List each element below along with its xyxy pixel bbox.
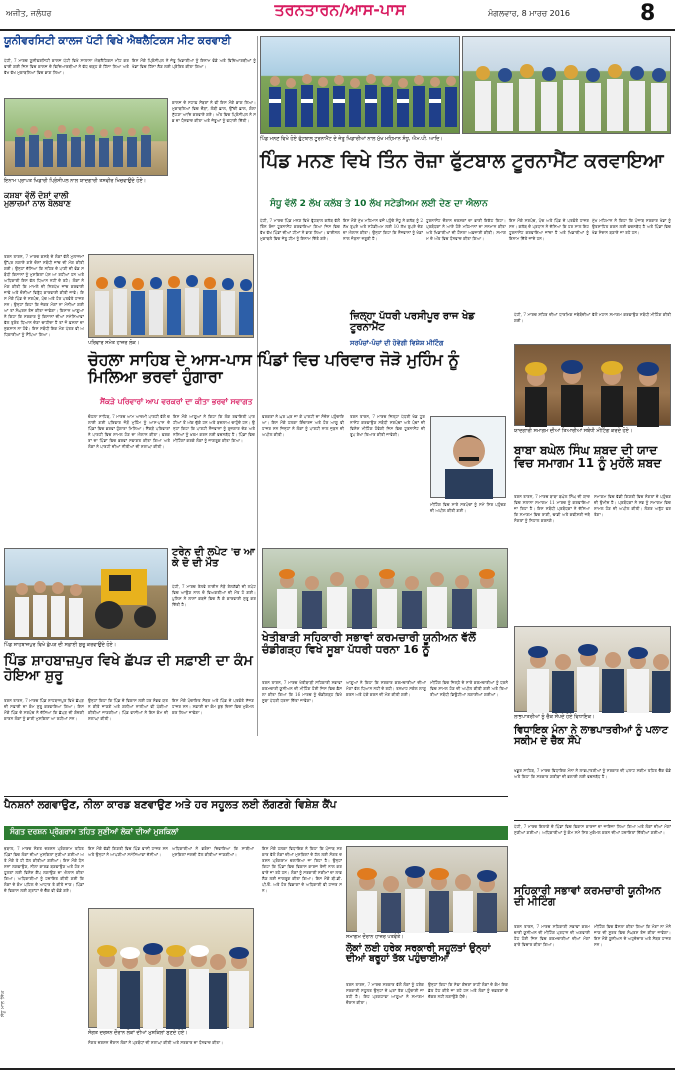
body-lok-1: ਤਰਨ ਤਾਰਨ, 7 ਮਾਰਚ ਸਰਕਾਰ ਵੱਲੋਂ ਲੋਕਾਂ ਨੂੰ ਹਰੇਕ ਸਰਕਾਰੀ ਸਹੂਲਤ ਉਨ੍ਹਾਂ ਦੇ ਘਰਾਂ ਤੱਕ ਪਹੁੰਚਾਈ ਜਾ ਰਹੀ ਹੈ। ਇਹ ਪ੍ਰਗਟਾਵਾ ਆਗੂਆਂ ਨੇ ਸਮਾਗਮ ਦੌਰਾਨ ਕੀਤਾ। <box>346 982 424 1005</box>
section-title: ਤਰਨਤਾਰਨ/ਆਸ-ਪਾਸ <box>274 0 406 19</box>
meeting-figures <box>263 549 509 629</box>
headline-sahkari: ਸਹਿਕਾਰੀ ਸਭਾਵਾਂ ਕਰਮਚਾਰੀ ਯੂਨੀਅਨ ਦੀ ਮੀਟਿੰਗ <box>514 885 661 909</box>
masthead-rule <box>0 29 675 31</box>
body-canal: ਤਰਨ ਤਾਰਨ, 7 ਮਾਰਚ ਕਸਬੇ ਦੇ ਲੋਕਾਂ ਵੱਲੋਂ ਮੁਲਾਜ਼ਮਾਂ ਉੱਪਰ ਲਗਾਏ ਗਏ ਦੋਸ਼ਾਂ ਸਬੰਧੀ ਜਾਂਚ ਦੀ ਮੰਗ ਕੀਤੀ ਗਈ। ਉਨ੍ਹਾਂ ਦੱਸਿਆ ਕਿ ਨਹਿਰ ਦੇ ਪਾਣੀ ਦੀ ਵੰਡ ਸਬੰਧੀ ਕਿਸਾਨਾਂ ਨੂੰ ਮੁਸ਼ਕਿਲਾਂ ਪੇਸ਼ ਆ ਰਹੀਆਂ ਹਨ ਅਤੇ ਅਧਿਕਾਰੀ ਇਸ ਵੱਲ ਧਿਆਨ ਨਹੀਂ ਦੇ ਰਹੇ। ਲੋਕਾਂ ਨੇ ਮੰਗ ਕੀਤੀ ਕਿ ਮਾਮਲੇ ਦੀ ਨਿਰਪੱਖ ਜਾਂਚ ਕਰਵਾਈ ਜਾਵੇ ਅਤੇ ਦੋਸ਼ੀਆਂ ਵਿਰੁੱਧ ਕਾਰਵਾਈ ਕੀਤੀ ਜਾਵੇ। ਇਸ ਮੌਕੇ ਪਿੰਡ ਦੇ ਸਰਪੰਚ, ਪੰਚ ਅਤੇ ਹੋਰ ਪਤਵੰਤੇ ਹਾਜ਼ਰ ਸਨ। ਉਨ੍ਹਾਂ ਕਿਹਾ ਕਿ ਜੇਕਰ ਮੰਗਾਂ ਨਾ ਮੰਨੀਆਂ ਗਈਆਂ ਤਾਂ ਸੰਘਰਸ਼ ਤੇਜ਼ ਕੀਤਾ ਜਾਵੇਗਾ। ਕਿਸਾਨ ਆਗੂਆਂ ਨੇ ਕਿਹਾ ਕਿ ਸਰਕਾਰ ਨੂੰ ਕਿਸਾਨਾਂ ਦੀਆਂ ਸਮੱਸਿਆਵਾਂ ਵੱਲ ਤੁਰੰਤ ਧਿਆਨ ਦੇਣਾ ਚਾਹੀਦਾ ਹੈ ਤਾਂ ਜੋ ਫ਼ਸਲਾਂ ਦਾ ਨੁਕਸਾਨ ਨਾ ਹੋਵੇ। ਇਸ ਸਬੰਧੀ ਇਕ ਮੰਗ ਪੱਤਰ ਵੀ ਅਧਿਕਾਰੀਆਂ ਨੂੰ ਸੌਂਪਿਆ ਗਿਆ। <box>4 254 84 337</box>
body-football-1: ਪੱਟੀ, 7 ਮਾਰਚ ਪਿੰਡ ਮਨਣ ਵਿਖੇ ਫੁੱਟਬਾਲ ਕਲੱਬ ਵੱਲੋਂ ਤਿੰਨ ਰੋਜ਼ਾ ਟੂਰਨਾਮੈਂਟ ਕਰਵਾਇਆ ਗਿਆ ਜਿਸ ਵਿਚ ਵੱਖ ਵੱਖ ਪਿੰਡਾਂ ਦੀਆਂ ਟੀਮਾਂ ਨੇ ਭਾਗ ਲਿਆ। ਫਾਈਨਲ ਮੁਕਾਬਲੇ ਵਿਚ ਜੇਤੂ ਟੀਮ ਨੂੰ ਇਨਾਮ ਦਿੱਤੇ ਗਏ। <box>260 218 340 241</box>
subheadline-football: ਸੰਧੂ ਵੱਲੋਂ 2 ਲੱਖ ਕਲੱਬ ਤੇ 10 ਲੱਖ ਸਟੇਡੀਅਮ ਲਈ ਦੇਣ ਦਾ ਐਲਾਨ <box>270 199 488 209</box>
body-right-mid: ਪੱਟੀ, 7 ਮਾਰਚ ਇਲਾਕੇ ਦੇ ਪਿੰਡਾਂ ਵਿਚ ਵਿਕਾਸ ਕਾਰਜਾਂ ਦਾ ਜਾਇਜ਼ਾ ਲਿਆ ਗਿਆ ਅਤੇ ਲੋਕਾਂ ਦੀਆਂ ਮੰਗਾਂ ਸੁਣੀਆਂ ਗਈਆਂ। ਅਧਿਕਾਰੀਆਂ ਨੂੰ ਕੰਮ ਸਮੇਂ ਸਿਰ ਮੁਕੰਮਲ ਕਰਨ ਦੀਆਂ ਹਦਾਇਤਾਂ ਦਿੱਤੀਆਂ ਗਈਆਂ। <box>514 824 671 835</box>
side-note: ਸੰਧੂ ਮਾਨ ਸਿੰਘ <box>0 990 6 1017</box>
headline-zila: ਜ਼ਿਲ੍ਹਾ ਪੱਧਰੀ ਪਰਸੀਪੂਰ ਰਾਜ ਖੇਡ ਟੂਰਨਾਮੈਂਟ <box>350 311 475 333</box>
body-right-top: ਪੱਟੀ, 7 ਮਾਰਚ ਸ਼ਹਿਰ ਦੀਆਂ ਧਾਰਮਿਕ ਜਥੇਬੰਦੀਆਂ ਵੱਲੋਂ ਮਹਾਨ ਸਮਾਗਮ ਕਰਵਾਉਣ ਸਬੰਧੀ ਮੀਟਿੰਗ ਕੀਤੀ ਗਈ। <box>514 312 671 323</box>
page-number: 8 <box>640 1 656 26</box>
vidhayak-photo <box>514 626 671 712</box>
body-pension-2: ਇਸ ਮੌਕੇ ਵੱਡੀ ਗਿਣਤੀ ਵਿਚ ਪਿੰਡ ਵਾਸੀ ਹਾਜ਼ਰ ਸਨ ਅਤੇ ਉਨ੍ਹਾਂ ਨੇ ਆਪਣੀਆਂ ਸਮੱਸਿਆਵਾਂ ਦੱਸੀਆਂ। <box>88 846 168 857</box>
body-pension-4: ਸੰਗਤ ਦਰਸ਼ਨ ਦੌਰਾਨ ਲੋਕਾਂ ਨੇ ਪ੍ਰਬੰਧਾਂ ਦੀ ਸ਼ਲਾਘਾ ਕੀਤੀ ਅਤੇ ਸਰਕਾਰ ਦਾ ਧੰਨਵਾਦ ਕੀਤਾ। <box>88 1040 224 1045</box>
prize-crowd-figures <box>463 37 672 135</box>
body-zila: ਤਰਨ ਤਾਰਨ, 7 ਮਾਰਚ ਜ਼ਿਲ੍ਹਾ ਪੱਧਰੀ ਖੇਡ ਟੂਰਨਾਮੈਂਟ ਕਰਵਾਉਣ ਸਬੰਧੀ ਸਰਪੰਚਾਂ ਅਤੇ ਪੰਚਾਂ ਦੀ ਵਿਸ਼ੇਸ਼ ਮੀਟਿੰਗ ਹੋਵੇਗੀ ਜਿਸ ਵਿਚ ਟੂਰਨਾਮੈਂਟ ਦੀ ਰੂਪ ਰੇਖਾ ਤਿਆਰ ਕੀਤੀ ਜਾਵੇਗੀ। <box>350 414 425 437</box>
university-photo <box>4 98 168 176</box>
subheadline-chola: ਸੈਂਕੜੇ ਪਰਿਵਾਰਾਂ ਆਪ ਵਰਕਰਾਂ ਦਾ ਕੀਤਾ ਭਰਵਾਂ ਸਵਾਗਤ <box>100 397 253 406</box>
body-dharna-3: ਮੀਟਿੰਗ ਵਿਚ ਜ਼ਿਲ੍ਹੇ ਦੇ ਸਾਰੇ ਕਰਮਚਾਰੀਆਂ ਨੂੰ ਧਰਨੇ ਵਿਚ ਸ਼ਾਮਲ ਹੋਣ ਦੀ ਅਪੀਲ ਕੀਤੀ ਗਈ ਅਤੇ ਤਿਆਰੀਆਂ ਸਬੰਧੀ ਡਿਊਟੀਆਂ ਲਗਾਈਆਂ ਗਈਆਂ। <box>430 680 508 697</box>
caption-baba: ਯਾਦਗਾਰੀ ਸਮਾਗਮ ਦੀਆਂ ਤਿਆਰੀਆਂ ਸਬੰਧੀ ਮੀਟਿੰਗ ਕਰਦੇ ਹੋਏ। <box>514 428 633 434</box>
meeting-photo <box>262 548 508 628</box>
masthead-left: ਅਜੀਤ, ਜਲੰਧਰ <box>6 9 52 18</box>
crowd-photo <box>88 254 254 338</box>
vidhayak-figures <box>515 627 672 713</box>
body-vidhayak: ਖਡੂਰ ਸਾਹਿਬ, 7 ਮਾਰਚ ਵਿਧਾਇਕ ਮੰਨਾ ਨੇ ਲਾਭਪਾਤਰੀਆਂ ਨੂੰ ਸਰਕਾਰ ਦੀ ਪਲਾਟ ਸਕੀਮ ਤਹਿਤ ਚੈੱਕ ਵੰਡੇ ਅਤੇ ਕਿਹਾ ਕਿ ਸਰਕਾਰ ਗ਼ਰੀਬਾਂ ਦੀ ਭਲਾਈ ਲਈ ਵਚਨਬੱਧ ਹੈ। <box>514 768 671 779</box>
tractor-photo <box>4 548 168 640</box>
body-dharna-1: ਤਰਨ ਤਾਰਨ, 7 ਮਾਰਚ ਖੇਤੀਬਾੜੀ ਸਹਿਕਾਰੀ ਸਭਾਵਾਂ ਕਰਮਚਾਰੀ ਯੂਨੀਅਨ ਦੀ ਮੀਟਿੰਗ ਹੋਈ ਜਿਸ ਵਿਚ ਫ਼ੈਸਲਾ ਕੀਤਾ ਗਿਆ ਕਿ 16 ਮਾਰਚ ਨੂੰ ਚੰਡੀਗੜ੍ਹ ਵਿਖੇ ਸੂਬਾ ਪੱਧਰੀ ਧਰਨਾ ਦਿੱਤਾ ਜਾਵੇਗਾ। <box>262 680 342 703</box>
body-football-3: ਟੂਰਨਾਮੈਂਟ ਦੌਰਾਨ ਦਰਸ਼ਕਾਂ ਦਾ ਭਾਰੀ ਇਕੱਠ ਰਿਹਾ। ਪ੍ਰਬੰਧਕਾਂ ਨੇ ਆਏ ਹੋਏ ਮਹਿਮਾਨਾਂ ਦਾ ਸਨਮਾਨ ਕੀਤਾ ਅਤੇ ਖਿਡਾਰੀਆਂ ਦੀ ਹੌਸਲਾ ਅਫ਼ਜ਼ਾਈ ਕੀਤੀ। ਸਮਾਗਮ ਦੇ ਅੰਤ ਵਿਚ ਧੰਨਵਾਦ ਕੀਤਾ ਗਿਆ। <box>426 218 506 241</box>
body-tractor-1: ਤਰਨ ਤਾਰਨ, 7 ਮਾਰਚ ਪਿੰਡ ਸ਼ਾਹਬਾਜ਼ਪੁਰ ਵਿਖੇ ਛੱਪੜ ਦੀ ਸਫ਼ਾਈ ਦਾ ਕੰਮ ਸ਼ੁਰੂ ਕਰਵਾਇਆ ਗਿਆ। ਇਸ ਮੌਕੇ ਪਿੰਡ ਦੇ ਸਰਪੰਚ ਨੇ ਦੱਸਿਆ ਕਿ ਛੱਪੜ ਦੀ ਗੰਦਗੀ ਕਾਰਨ ਲੋਕਾਂ ਨੂੰ ਭਾਰੀ ਮੁਸ਼ਕਿਲਾਂ ਆ ਰਹੀਆਂ ਸਨ। <box>4 698 84 721</box>
headline-train: ਟਰੇਨ ਦੀ ਲਪੇਟ 'ਚ ਆ ਕੇ ਦੋ ਦੀ ਮੌਤ <box>172 547 255 569</box>
football-photo-1 <box>260 36 460 134</box>
body-train: ਪੱਟੀ, 7 ਮਾਰਚ ਰੇਲਵੇ ਲਾਈਨ ਨੇੜੇ ਰੇਲਗੱਡੀ ਦੀ ਲਪੇਟ ਵਿਚ ਆਉਣ ਨਾਲ ਦੋ ਵਿਅਕਤੀਆਂ ਦੀ ਮੌਤ ਹੋ ਗਈ। ਪੁਲਿਸ ਨੇ ਲਾਸ਼ਾਂ ਕਬਜ਼ੇ ਵਿਚ ਲੈ ਕੇ ਕਾਰਵਾਈ ਸ਼ੁਰੂ ਕਰ ਦਿੱਤੀ ਹੈ। <box>172 584 256 607</box>
headline-football: ਪਿੰਡ ਮਨਣ ਵਿਖੇ ਤਿੰਨ ਰੋਜ਼ਾ ਫੁੱਟਬਾਲ ਟੂਰਨਾਮੈਂਟ ਕਰਵਾਇਆ <box>260 150 664 172</box>
caption-tractor: ਪਿੰਡ ਸ਼ਾਹਬਾਜ਼ਪੁਰ ਵਿਖੇ ਛੱਪੜ ਦੀ ਸਫ਼ਾਈ ਸ਼ੁਰੂ ਕਰਵਾਉਂਦੇ ਹੋਏ। <box>4 642 117 648</box>
body-baba-2: ਸਮਾਗਮ ਵਿਚ ਵੱਡੀ ਗਿਣਤੀ ਵਿਚ ਸੰਗਤਾਂ ਦੇ ਪਹੁੰਚਣ ਦੀ ਉਮੀਦ ਹੈ। ਪ੍ਰਬੰਧਕਾਂ ਨੇ ਸਭ ਨੂੰ ਸਮਾਗਮ ਵਿਚ ਸ਼ਾਮਲ ਹੋਣ ਦੀ ਅਪੀਲ ਕੀਤੀ। ਲੰਗਰ ਅਤੁੱਟ ਵਰਤੇਗਾ। <box>594 494 671 517</box>
portrait-figure <box>431 417 507 499</box>
body-sahkari-1: ਤਰਨ ਤਾਰਨ, 7 ਮਾਰਚ ਸਹਿਕਾਰੀ ਸਭਾਵਾਂ ਕਰਮਚਾਰੀ ਯੂਨੀਅਨ ਦੀ ਮੀਟਿੰਗ ਪ੍ਰਧਾਨ ਦੀ ਅਗਵਾਈ ਹੇਠ ਹੋਈ ਜਿਸ ਵਿਚ ਕਰਮਚਾਰੀਆਂ ਦੀਆਂ ਮੰਗਾਂ ਬਾਰੇ ਵਿਚਾਰ ਕੀਤਾ ਗਿਆ। <box>514 924 590 947</box>
sangat-figures <box>89 909 255 1029</box>
sangat-photo <box>88 908 254 1028</box>
pension-band <box>4 826 508 840</box>
headline-vidhayak: ਵਿਧਾਇਕ ਮੰਨਾ ਨੇ ਲਾਭਪਾਤਰੀਆਂ ਨੂੰ ਪਲਾਟ ਸਕੀਮ ਦੇ ਚੈੱਕ ਸੌਂਪੇ <box>514 725 669 747</box>
masthead-date: ਮੰਗਲਵਾਰ, 8 ਮਾਰਚ 2016 <box>488 9 571 18</box>
caption-pension: ਸੰਗਤ ਦਰਸ਼ਨ ਦੌਰਾਨ ਲੋਕਾਂ ਦੀਆਂ ਮੁਸ਼ਕਿਲਾਂ ਸੁਣਦੇ ਹੋਏ। <box>88 1030 188 1036</box>
headline-pension: ਪੈਨਸ਼ਨਾਂ ਲਗਵਾਉਣ, ਨੀਲਾ ਕਾਰਡ ਬਣਵਾਉਣ ਅਤੇ ਹਰ ਸਹੂਲਤ ਲਈ ਲੱਗਣਗੇ ਵਿਸ਼ੇਸ਼ ਕੈਂਪ <box>4 799 337 811</box>
headline-chola: ਚੋਹਲਾ ਸਾਹਿਬ ਦੇ ਆਸ-ਪਾਸ ਪਿੰਡਾਂ ਵਿਚ ਪਰਿਵਾਰ ਜੋੜੋ ਮੁਹਿੰਮ ਨੂੰ ਮਿਲਿਆ ਭਰਵਾਂ ਹੁੰਗਾਰਾ <box>88 350 459 386</box>
masthead <box>0 0 675 30</box>
baba-photo <box>514 344 671 426</box>
body-sahkari-2: ਮੀਟਿੰਗ ਵਿਚ ਫ਼ੈਸਲਾ ਕੀਤਾ ਗਿਆ ਕਿ ਮੰਗਾਂ ਨਾ ਮੰਨੇ ਜਾਣ ਦੀ ਸੂਰਤ ਵਿਚ ਸੰਘਰਸ਼ ਤੇਜ਼ ਕੀਤਾ ਜਾਵੇਗਾ। ਇਸ ਮੌਕੇ ਯੂਨੀਅਨ ਦੇ ਅਹੁਦੇਦਾਰ ਅਤੇ ਮੈਂਬਰ ਹਾਜ਼ਰ ਸਨ। <box>594 924 671 947</box>
headline-tractor: ਪਿੰਡ ਸ਼ਾਹਬਾਜ਼ਪੁਰ ਵਿਖੇ ਛੱਪੜ ਦੀ ਸਫ਼ਾਈ ਦਾ ਕੰਮ ਹੋਇਆ ਸ਼ੁਰੂ <box>4 653 253 684</box>
caption-university: ਇਨਾਮ ਪ੍ਰਾਪਤ ਖਿਡਾਰੀ ਪ੍ਰਿੰਸੀਪਲ ਨਾਲ ਯਾਦਗਾਰੀ ਤਸਵੀਰ ਖਿਚਵਾਉਂਦੇ ਹੋਏ। <box>4 178 147 184</box>
subheadline-pension: ਸੰਗਤ ਦਰਸ਼ਨ ਪ੍ਰੋਗਰਾਮ ਤਹਿਤ ਸੁਣੀਆਂ ਲੋਕਾਂ ਦੀਆਂ ਮੁਸ਼ਕਿਲਾਂ <box>10 827 179 836</box>
body-football-4: ਇਸ ਮੌਕੇ ਸਰਪੰਚ, ਪੰਚ ਅਤੇ ਪਿੰਡ ਦੇ ਪਤਵੰਤੇ ਹਾਜ਼ਰ ਸਨ। ਕਲੱਬ ਦੇ ਪ੍ਰਧਾਨ ਨੇ ਦੱਸਿਆ ਕਿ ਹਰ ਸਾਲ ਇਹ ਟੂਰਨਾਮੈਂਟ ਕਰਵਾਇਆ ਜਾਂਦਾ ਹੈ ਅਤੇ ਖਿਡਾਰੀਆਂ ਨੂੰ ਇਨਾਮ ਦਿੱਤੇ ਜਾਂਦੇ ਹਨ। <box>509 218 589 241</box>
body-pension-1: ਝਬਾਲ, 7 ਮਾਰਚ ਸੰਗਤ ਦਰਸ਼ਨ ਪ੍ਰੋਗਰਾਮ ਤਹਿਤ ਪਿੰਡਾਂ ਵਿਚ ਲੋਕਾਂ ਦੀਆਂ ਮੁਸ਼ਕਿਲਾਂ ਸੁਣੀਆਂ ਗਈਆਂ ਅਤੇ ਮੌਕੇ ਤੇ ਹੀ ਹੱਲ ਕੀਤੀਆਂ ਗਈਆਂ। ਇਸ ਮੌਕੇ ਪੈਨਸ਼ਨਾਂ ਲਗਵਾਉਣ, ਨੀਲਾ ਕਾਰਡ ਬਣਵਾਉਣ ਅਤੇ ਹੋਰ ਸਹੂਲਤਾਂ ਲਈ ਵਿਸ਼ੇਸ਼ ਕੈਂਪ ਲਗਾਉਣ ਦਾ ਐਲਾਨ ਕੀਤਾ ਗਿਆ। ਅਧਿਕਾਰੀਆਂ ਨੂੰ ਹਦਾਇਤ ਕੀਤੀ ਗਈ ਕਿ ਲੋਕਾਂ ਦੇ ਕੰਮ ਪਹਿਲ ਦੇ ਆਧਾਰ ਤੇ ਕੀਤੇ ਜਾਣ। ਪਿੰਡਾਂ ਦੇ ਵਿਕਾਸ ਲਈ ਗ੍ਰਾਂਟਾਂ ਦੇ ਚੈੱਕ ਵੀ ਵੰਡੇ ਗਏ। <box>4 846 84 893</box>
body-football-5: ਮੁੱਖ ਮਹਿਮਾਨ ਨੇ ਕਿਹਾ ਕਿ ਪੰਜਾਬ ਸਰਕਾਰ ਖੇਡਾਂ ਨੂੰ ਉਤਸ਼ਾਹਿਤ ਕਰਨ ਲਈ ਵਚਨਬੱਧ ਹੈ ਅਤੇ ਪਿੰਡਾਂ ਵਿਚ ਖੇਡ ਮੈਦਾਨ ਬਣਾਏ ਜਾ ਰਹੇ ਹਨ। <box>592 218 671 235</box>
caption-canal: ਪਰਿਵਾਰ ਸਮੇਤ ਹਾਜ਼ਰ ਲੋਕ। <box>88 340 140 346</box>
portrait-photo <box>430 416 506 498</box>
body-football-2: ਇਸ ਮੌਕੇ ਮੁੱਖ ਮਹਿਮਾਨ ਵਜੋਂ ਪਹੁੰਚੇ ਸੰਧੂ ਨੇ ਕਲੱਬ ਨੂੰ 2 ਲੱਖ ਰੁਪਏ ਅਤੇ ਸਟੇਡੀਅਮ ਲਈ 10 ਲੱਖ ਰੁਪਏ ਦੇਣ ਦਾ ਐਲਾਨ ਕੀਤਾ। ਉਨ੍ਹਾਂ ਕਿਹਾ ਕਿ ਨੌਜਵਾਨਾਂ ਨੂੰ ਖੇਡਾਂ ਨਾਲ ਜੋੜਨਾ ਜ਼ਰੂਰੀ ਹੈ। <box>343 218 423 241</box>
university-photo-figures <box>5 99 169 177</box>
headline-baba: ਬਾਬਾ ਬਘੇਲ ਸਿੰਘ ਸ਼ਬਦ ਦੀ ਯਾਦ ਵਿਚ ਸਮਾਗਮ 11 ਨੂੰ ਮੁਹੱਲੇ ਸ਼ਬਦ <box>514 443 662 470</box>
sahkari-rule <box>514 820 671 821</box>
lok-photo <box>346 846 508 932</box>
headline-university: ਯੂਨੀਵਰਸਿਟੀ ਕਾਲਜ ਪੱਟੀ ਵਿਖੇ ਐਥਲੈਟਿਕਸ ਮੀਟ ਕਰਵਾਈ <box>4 35 231 47</box>
subheadline-zila: ਸਰਪੰਚਾਂ-ਪੰਚਾਂ ਦੀ ਹੋਵੇਗੀ ਵਿਸ਼ੇਸ਼ ਮੀਟਿੰਗ <box>350 339 444 347</box>
body-tractor-2: ਉਨ੍ਹਾਂ ਕਿਹਾ ਕਿ ਪਿੰਡ ਦੇ ਵਿਕਾਸ ਲਈ ਹਰ ਸੰਭਵ ਯਤਨ ਕੀਤੇ ਜਾਣਗੇ ਅਤੇ ਗਲੀਆਂ ਨਾਲੀਆਂ ਵੀ ਪੱਕੀਆਂ ਕੀਤੀਆਂ ਜਾਣਗੀਆਂ। ਪਿੰਡ ਵਾਸੀਆਂ ਨੇ ਇਸ ਕੰਮ ਦੀ ਸ਼ਲਾਘਾ ਕੀਤੀ। <box>88 698 168 721</box>
caption-lok: ਸਮਾਗਮ ਦੌਰਾਨ ਹਾਜ਼ਰ ਪਤਵੰਤੇ। <box>346 934 404 940</box>
body-dharna-2: ਆਗੂਆਂ ਨੇ ਕਿਹਾ ਕਿ ਸਰਕਾਰ ਕਰਮਚਾਰੀਆਂ ਦੀਆਂ ਮੰਗਾਂ ਵੱਲ ਧਿਆਨ ਨਹੀਂ ਦੇ ਰਹੀ। ਤਨਖ਼ਾਹ ਸਕੇਲ ਲਾਗੂ ਕਰਨ ਅਤੇ ਪੱਕੇ ਕਰਨ ਦੀ ਮੰਗ ਕੀਤੀ ਗਈ। <box>346 680 426 697</box>
lok-figures <box>347 847 509 933</box>
body-pension-3: ਅਧਿਕਾਰੀਆਂ ਨੇ ਭਰੋਸਾ ਦਿਵਾਇਆ ਕਿ ਸਾਰੀਆਂ ਮੁਸ਼ਕਿਲਾਂ ਜਲਦੀ ਹੱਲ ਕੀਤੀਆਂ ਜਾਣਗੀਆਂ। <box>172 846 254 857</box>
football-team-figures <box>261 37 461 135</box>
body-university-3: ਕਾਲਜ ਦੇ ਸਟਾਫ਼ ਮੈਂਬਰਾਂ ਨੇ ਵੀ ਇਸ ਮੌਕੇ ਭਾਗ ਲਿਆ। ਮੁਕਾਬਲਿਆਂ ਵਿਚ ਦੌੜਾਂ, ਲੰਬੀ ਛਾਲ, ਉੱਚੀ ਛਾਲ, ਗੋਲਾ ਸੁੱਟਣਾ ਆਦਿ ਕਰਵਾਏ ਗਏ। ਅੰਤ ਵਿਚ ਪ੍ਰਿੰਸੀਪਲ ਨੇ ਸਭ ਦਾ ਧੰਨਵਾਦ ਕੀਤਾ ਅਤੇ ਜੇਤੂਆਂ ਨੂੰ ਵਧਾਈ ਦਿੱਤੀ। <box>172 100 257 123</box>
headline-dharna: ਖੇਤੀਬਾੜੀ ਸਹਿਕਾਰੀ ਸਭਾਵਾਂ ਕਰਮਚਾਰੀ ਯੂਨੀਅਨ ਵੱਲੋਂ ਚੰਡੀਗੜ੍ਹ ਵਿਖੇ ਸੂਬਾ ਪੱਧਰੀ ਧਰਨਾ 16 ਨੂੰ <box>262 631 476 656</box>
headline-canal: ਕਸ਼ਬਾ ਵੱਲੋਂ ਦੋਸ਼ਾਂ ਵਾਲੀ ਮੁਲਾਜ਼ਮਾਂ ਨਾਲ ਬੋਲਬਾਣ <box>4 191 71 209</box>
body-university-2: ਇਸ ਮੌਕੇ ਪ੍ਰਿੰਸੀਪਲ ਨੇ ਜੇਤੂ ਖਿਡਾਰੀਆਂ ਨੂੰ ਇਨਾਮ ਵੰਡੇ ਅਤੇ ਵਿਦਿਆਰਥੀਆਂ ਨੂੰ ਖੇਡਾਂ ਵਿਚ ਹਿੱਸਾ ਲੈਣ ਲਈ ਪ੍ਰੇਰਿਤ ਕੀਤਾ ਗਿਆ। <box>132 58 256 69</box>
headline-lok: ਲੋਕਾਂ ਲਈ ਹਰੇਕ ਸਰਕਾਰੀ ਸਹੂਲਤਾਂ ਉਨ੍ਹਾਂ ਦੀਆਂ ਬਰੂਹਾਂ ਤੱਕ ਪਹੁੰਚਾਈਆਂ <box>346 943 491 964</box>
body-university: ਪੱਟੀ, 7 ਮਾਰਚ ਯੂਨੀਵਰਸਿਟੀ ਕਾਲਜ ਪੱਟੀ ਵਿਖੇ ਸਾਲਾਨਾ ਐਥਲੈਟਿਕਸ ਮੀਟ ਕਰਵਾਈ ਗਈ ਜਿਸ ਵਿਚ ਕਾਲਜ ਦੇ ਵਿਦਿਆਰਥੀਆਂ ਨੇ ਵੱਧ ਚੜ੍ਹ ਕੇ ਹਿੱਸਾ ਲਿਆ ਅਤੇ ਵੱਖ ਵੱਖ ਮੁਕਾਬਲਿਆਂ ਵਿਚ ਭਾਗ ਲਿਆ। <box>4 58 129 75</box>
footer-rule <box>0 1068 675 1070</box>
football-photo-2 <box>462 36 671 134</box>
baba-figures <box>515 345 672 427</box>
body-chola-2: ਇਸ ਮੌਕੇ ਆਗੂਆਂ ਨੇ ਕਿਹਾ ਕਿ ਲੋਕ ਰਵਾਇਤੀ ਪਾਰਟੀਆਂ ਤੋਂ ਅੱਕ ਚੁੱਕੇ ਹਨ ਅਤੇ ਬਦਲਾਅ ਚਾਹੁੰਦੇ ਹਨ। ਉਨ੍ਹਾਂ ਕਿਹਾ ਕਿ ਪਾਰਟੀ ਨੌਜਵਾਨਾਂ ਨੂੰ ਰੁਜ਼ਗਾਰ ਦੇਣ ਅਤੇ ਨਸ਼ਿਆਂ ਨੂੰ ਖ਼ਤਮ ਕਰਨ ਲਈ ਵਚਨਬੱਧ ਹੈ। ਪਿੰਡਾਂ ਵਿਚ ਮੀਟਿੰਗਾਂ ਕਰਕੇ ਲੋਕਾਂ ਨੂੰ ਜਾਗਰੂਕ ਕੀਤਾ ਗਿਆ। <box>173 414 255 443</box>
body-zila-2: ਮੀਟਿੰਗ ਵਿਚ ਸਾਰੇ ਸਰਪੰਚਾਂ ਨੂੰ ਸਮੇਂ ਸਿਰ ਪਹੁੰਚਣ ਦੀ ਅਪੀਲ ਕੀਤੀ ਗਈ। <box>430 502 506 513</box>
crowd-figures <box>89 255 255 339</box>
caption-football-photo: ਪਿੰਡ ਮਨਣ ਵਿਖੇ ਹੋਏ ਫੁੱਟਬਾਲ ਟੂਰਨਾਮੈਂਟ ਦੇ ਜੇਤੂ ਖਿਡਾਰੀਆਂ ਨਾਲ ਮੁੱਖ ਮਹਿਮਾਨ ਸੰਧੂ, ਐਮ.ਪੀ. ਆਦਿ। <box>260 136 443 142</box>
caption-vidhayak: ਲਾਭਪਾਤਰੀਆਂ ਨੂੰ ਚੈੱਕ ਸੌਂਪਦੇ ਹੋਏ ਵਿਧਾਇਕ। <box>514 714 595 720</box>
body-baba-1: ਤਰਨ ਤਾਰਨ, 7 ਮਾਰਚ ਬਾਬਾ ਬਘੇਲ ਸਿੰਘ ਦੀ ਯਾਦ ਵਿਚ ਸਲਾਨਾ ਸਮਾਗਮ 11 ਮਾਰਚ ਨੂੰ ਕਰਵਾਇਆ ਜਾ ਰਿਹਾ ਹੈ। ਇਸ ਸਬੰਧੀ ਪ੍ਰਬੰਧਕਾਂ ਨੇ ਦੱਸਿਆ ਕਿ ਸਮਾਗਮ ਵਿਚ ਰਾਗੀ, ਢਾਡੀ ਅਤੇ ਕਵੀਸ਼ਰੀ ਜਥੇ ਸੰਗਤਾਂ ਨੂੰ ਨਿਹਾਲ ਕਰਨਗੇ। <box>514 494 590 523</box>
body-lok-2: ਉਨ੍ਹਾਂ ਕਿਹਾ ਕਿ ਸੇਵਾ ਕੇਂਦਰਾਂ ਰਾਹੀਂ ਲੋਕਾਂ ਦੇ ਕੰਮ ਇਕ ਛੱਤ ਹੇਠ ਕੀਤੇ ਜਾ ਰਹੇ ਹਨ ਅਤੇ ਲੋਕਾਂ ਨੂੰ ਦਫ਼ਤਰਾਂ ਦੇ ਚੱਕਰ ਨਹੀਂ ਲਗਾਉਣੇ ਪੈਂਦੇ। <box>428 982 508 999</box>
body-tractor-3: ਇਸ ਮੌਕੇ ਪੰਚਾਇਤ ਮੈਂਬਰ ਅਤੇ ਪਿੰਡ ਦੇ ਪਤਵੰਤੇ ਸੱਜਣ ਹਾਜ਼ਰ ਸਨ। ਸਫ਼ਾਈ ਦਾ ਕੰਮ ਕੁਝ ਦਿਨਾਂ ਵਿਚ ਮੁਕੰਮਲ ਕਰ ਲਿਆ ਜਾਵੇਗਾ। <box>172 698 254 715</box>
pension-rule <box>4 796 508 797</box>
body-mid-1: ਇਸ ਮੌਕੇ ਹਲਕਾ ਵਿਧਾਇਕ ਨੇ ਕਿਹਾ ਕਿ ਪੰਜਾਬ ਸਰਕਾਰ ਵੱਲੋਂ ਲੋਕਾਂ ਦੀਆਂ ਮੁਸ਼ਕਿਲਾਂ ਦੇ ਹੱਲ ਲਈ ਸੰਗਤ ਦਰਸ਼ਨ ਪ੍ਰੋਗਰਾਮ ਚਲਾਇਆ ਜਾ ਰਿਹਾ ਹੈ। ਉਨ੍ਹਾਂ ਕਿਹਾ ਕਿ ਪਿੰਡਾਂ ਵਿਚ ਵਿਕਾਸ ਕਾਰਜ ਤੇਜ਼ੀ ਨਾਲ ਕਰਵਾਏ ਜਾ ਰਹੇ ਹਨ। ਲੋਕਾਂ ਨੂੰ ਸਰਕਾਰੀ ਸਕੀਮਾਂ ਦਾ ਲਾਭ ਲੈਣ ਲਈ ਜਾਗਰੂਕ ਕੀਤਾ ਗਿਆ। ਇਸ ਮੌਕੇ ਬੀ.ਡੀ.ਪੀ.ਓ. ਅਤੇ ਹੋਰ ਵਿਭਾਗਾਂ ਦੇ ਅਧਿਕਾਰੀ ਵੀ ਹਾਜ਼ਰ ਸਨ। <box>262 846 342 893</box>
tractor-figures <box>5 549 169 641</box>
body-chola-3: ਵਰਕਰਾਂ ਨੇ ਘਰ ਘਰ ਜਾ ਕੇ ਪਾਰਟੀ ਦਾ ਸੰਦੇਸ਼ ਪਹੁੰਚਾਇਆ। ਇਸ ਮੌਕੇ ਹਲਕਾ ਇੰਚਾਰਜ ਅਤੇ ਹੋਰ ਆਗੂ ਵੀ ਹਾਜ਼ਰ ਸਨ ਜਿਨ੍ਹਾਂ ਨੇ ਲੋਕਾਂ ਨੂੰ ਪਾਰਟੀ ਨਾਲ ਜੁੜਨ ਦੀ ਅਪੀਲ ਕੀਤੀ। <box>262 414 344 437</box>
body-chola-1: ਚੋਹਲਾ ਸਾਹਿਬ, 7 ਮਾਰਚ ਆਮ ਆਦਮੀ ਪਾਰਟੀ ਵੱਲੋਂ ਚਲਾਈ ਗਈ ਪਰਿਵਾਰ ਜੋੜੋ ਮੁਹਿੰਮ ਨੂੰ ਆਸ-ਪਾਸ ਦੇ ਪਿੰਡਾਂ ਵਿਚ ਭਰਵਾਂ ਹੁੰਗਾਰਾ ਮਿਲਿਆ। ਸੈਂਕੜੇ ਪਰਿਵਾਰਾਂ ਨੇ ਪਾਰਟੀ ਵਿਚ ਸ਼ਾਮਲ ਹੋਣ ਦਾ ਐਲਾਨ ਕੀਤਾ। ਵਰਕਰਾਂ ਦਾ ਪਿੰਡਾਂ ਵਿਚ ਭਰਵਾਂ ਸਵਾਗਤ ਕੀਤਾ ਗਿਆ ਅਤੇ ਲੋਕਾਂ ਨੇ ਪਾਰਟੀ ਦੀਆਂ ਨੀਤੀਆਂ ਦੀ ਸ਼ਲਾਘਾ ਕੀਤੀ। <box>88 414 170 449</box>
